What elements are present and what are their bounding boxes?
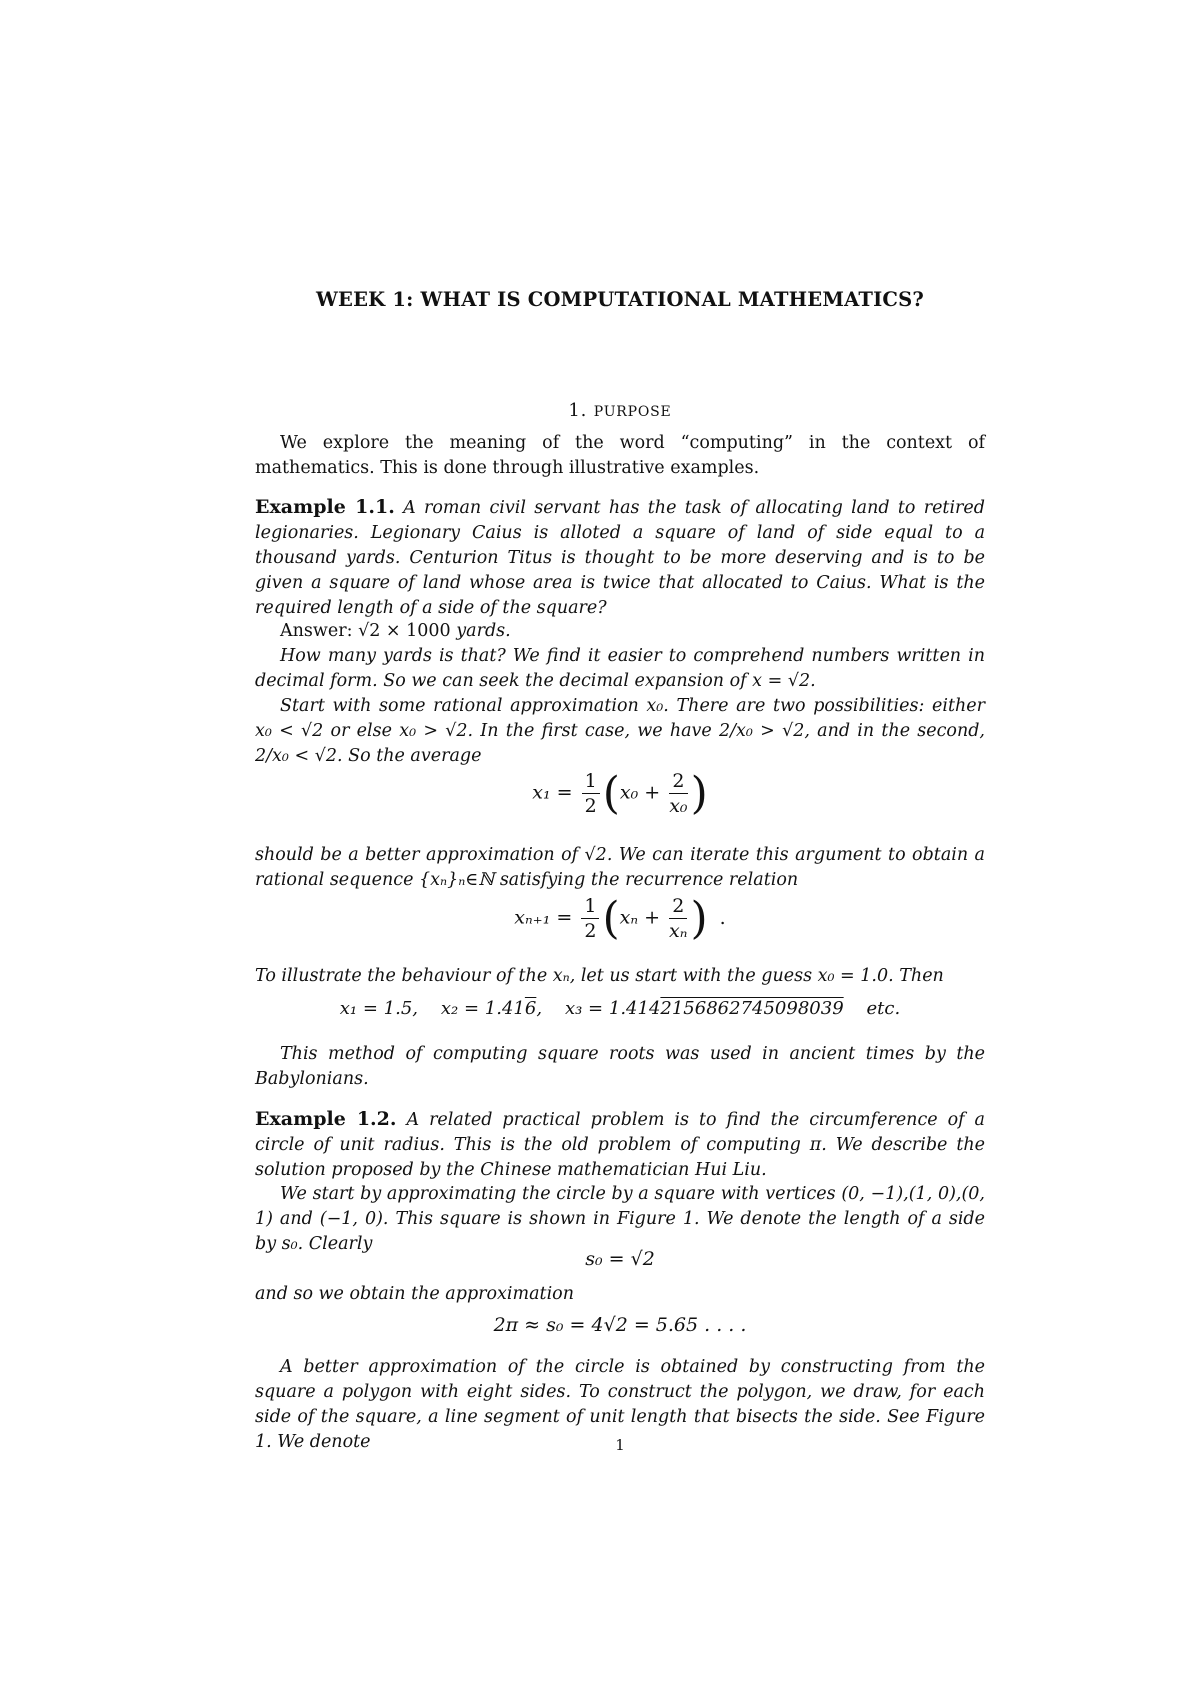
- eq2-left-paren: (: [602, 893, 620, 944]
- intro-paragraph: We explore the meaning of the word “computing” in the context of mathematics. This is done through illustrative examples.: [255, 433, 985, 478]
- example-1-2-statement: A related practical problem is to find the circumference of a circle of unit radius. This is the old problem of computing π. We describe the solution proposed by the Chinese mathematician Hui Liu.: [255, 1110, 985, 1180]
- equation-x1: [255, 768, 985, 819]
- equation-s0: s₀ = √2: [585, 1248, 655, 1270]
- eq1-term: x₀ +: [619, 781, 661, 804]
- example-1-1-statement: A roman civil servant has the task of allocating land to retired legionaries. Legionary Caius is alloted a square of land of side equal to a thousand yards. Centurion Titus is thought to be more deserving and is to be given a square of land whose area is twice that allocated to Caius. What is the required length of a side of the square?: [255, 498, 985, 618]
- example-1-1: [255, 495, 985, 621]
- eq2-inner-fraction: $\frac{2}{\text{xₙ}}$: [669, 895, 688, 942]
- eq2-half-fraction: $\frac{1}{2}$: [581, 894, 599, 943]
- example-1-2: [255, 1107, 985, 1183]
- seq-x1: x₁ = 1.5,: [339, 998, 419, 1019]
- seq-x2: x₂ = 1.416,: [440, 998, 543, 1019]
- equation-recurrence: [255, 893, 985, 944]
- equation-pi: 2π ≈ s₀ = 4√2 = 5.65 . . . .: [493, 1314, 747, 1336]
- example-1-1-label: Example 1.1.: [255, 496, 395, 518]
- seq-etc: etc.: [866, 998, 901, 1019]
- section-name: PURPOSE: [593, 404, 672, 420]
- answer-value: √2 × 1000: [358, 621, 451, 641]
- eq2-period: .: [719, 906, 726, 929]
- paragraph-start-approx: Start with some rational approximation x₀. There are two possibilities: either x₀ < √2 or else x₀ > √2. In the first case, we have 2/x₀ > √2, and in the second, 2/x₀ < √2. So the average: [255, 696, 985, 766]
- answer-label: Answer:: [280, 621, 353, 641]
- sequence-values: [255, 998, 985, 1019]
- section-heading: [255, 400, 985, 421]
- paragraph-square: We start by approximating the circle by a square with vertices (0, −1),(1, 0),(0, 1) and (−1, 0). This square is shown in Figure 1. We denote the length of a side by s₀. Clearly: [255, 1184, 985, 1254]
- page-number: 1: [615, 1436, 625, 1454]
- eq1-inner-fraction: $\frac{2}{\text{x₀}}$: [669, 770, 688, 817]
- seq-x3: x₃ = 1.4142156862745098039: [564, 998, 844, 1019]
- paragraph-octagon: A better approximation of the circle is obtained by constructing from the square a polygon with eight sides. To construct the polygon, we draw, for each side of the square, a line segment of unit length that bisects the side. See Figure 1. We denote: [255, 1357, 985, 1452]
- eq1-lhs: x₁ =: [532, 781, 573, 804]
- paragraph-how-many: How many yards is that? We find it easier to comprehend numbers written in decimal form. So we can seek the decimal expansion of x = √2.: [255, 646, 985, 691]
- section-number: 1.: [568, 400, 588, 421]
- eq2-term: xₙ +: [619, 906, 660, 929]
- answer-line: [255, 619, 985, 644]
- page-title: WEEK 1: WHAT IS COMPUTATIONAL MATHEMATICS?: [315, 288, 925, 311]
- answer-unit: yards.: [456, 621, 511, 641]
- eq2-right-paren: ): [690, 893, 708, 944]
- eq2-lhs: xₙ₊₁ =: [514, 906, 573, 929]
- eq1-right-paren: ): [690, 768, 708, 819]
- eq1-half-fraction: $\frac{1}{2}$: [582, 769, 600, 818]
- paragraph-obtain: and so we obtain the approximation: [255, 1284, 574, 1304]
- paragraph-babylonians: This method of computing square roots was used in ancient times by the Babylonians.: [255, 1044, 985, 1089]
- example-1-2-label: Example 1.2.: [255, 1108, 397, 1130]
- paragraph-illustrate: To illustrate the behaviour of the xₙ, let us start with the guess x₀ = 1.0. Then: [255, 966, 944, 986]
- paragraph-better-approx: should be a better approximation of √2. We can iterate this argument to obtain a rational sequence {xₙ}ₙ∈ℕ satisfying the recurrence relation: [255, 845, 985, 890]
- eq1-left-paren: (: [602, 768, 620, 819]
